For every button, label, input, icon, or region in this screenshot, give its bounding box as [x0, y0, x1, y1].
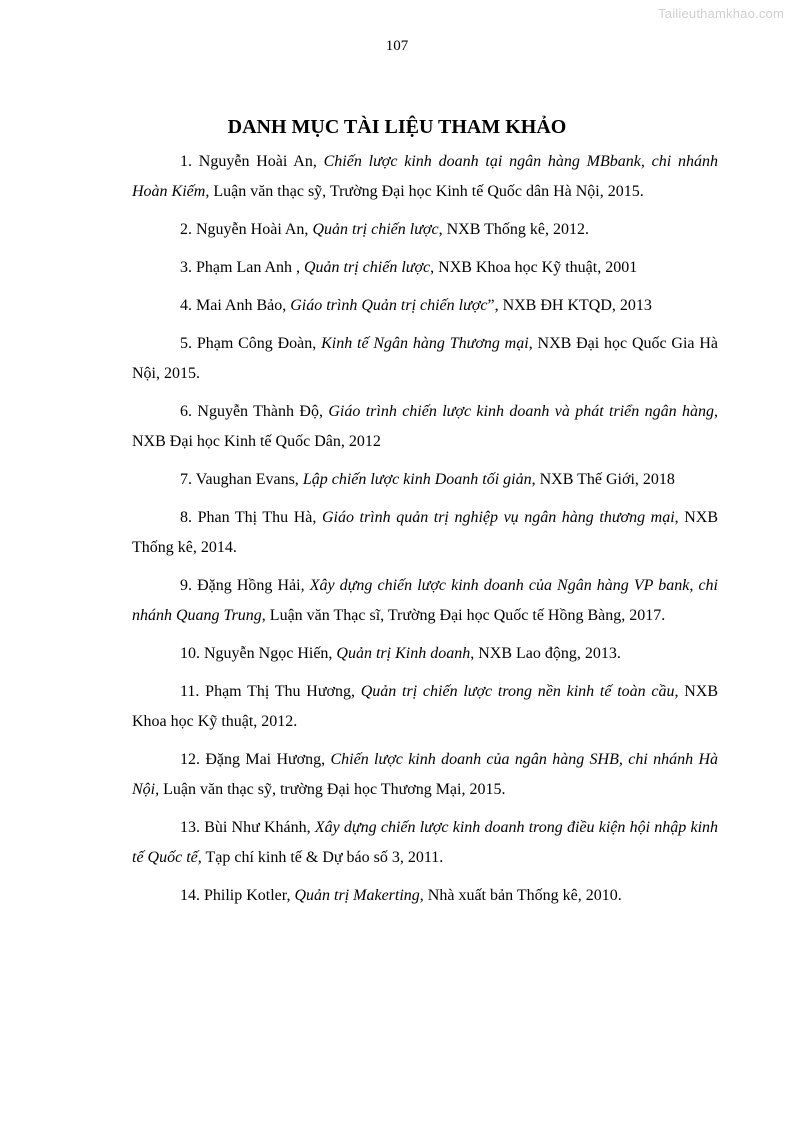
- reference-details: , NXB Thống kê, 2012.: [438, 221, 589, 238]
- reference-item: [132, 881, 718, 911]
- reference-author: Bùi Như Khánh,: [204, 819, 315, 836]
- reference-title: Giáo trình quản trị nghiệp vụ ngân hàng thương mại: [321, 509, 675, 526]
- reference-title: Kinh tế Ngân hàng Thương mại: [321, 335, 529, 352]
- reference-author: Phan Thị Thu Hà,: [197, 509, 322, 526]
- reference-item: [132, 639, 718, 669]
- page-number: 107: [385, 38, 409, 54]
- reference-author: Nguyễn Thành Độ,: [197, 403, 329, 420]
- reference-title: Chiến lược kinh doanh của ngân hàng SHB, chi nhánh Hà Nội,: [132, 751, 718, 798]
- reference-author: Nguyễn Hoài An,: [198, 153, 324, 170]
- reference-number: 11.: [180, 683, 200, 700]
- reference-author: Phạm Công Đoàn,: [196, 335, 322, 352]
- reference-number: 7.: [180, 471, 192, 488]
- reference-details: Luận văn thạc sỹ, trường Đại học Thương Mại, 2015.: [159, 781, 506, 798]
- reference-author: Philip Kotler,: [204, 887, 295, 904]
- reference-number: 1.: [180, 153, 192, 170]
- reference-title: Quản trị chiến lược: [312, 221, 439, 238]
- reference-item: [132, 813, 718, 873]
- reference-number: 3.: [180, 259, 192, 276]
- reference-number: 4.: [180, 297, 192, 314]
- watermark: Tailieuthamkhao.com: [658, 6, 784, 21]
- reference-author: Vaughan Evans,: [195, 471, 303, 488]
- reference-number: 2.: [180, 221, 192, 238]
- reference-title: Chiến lược kinh doanh tại ngân hàng MBbank, chi nhánh Hoàn Kiếm,: [132, 153, 719, 200]
- reference-item: [132, 677, 718, 737]
- reference-details: , Luận văn Thạc sĩ, Trường Đại học Quốc tế Hồng Bàng, 2017.: [261, 607, 666, 624]
- reference-details: , NXB Thống kê, 2014.: [132, 509, 719, 556]
- reference-number: 8.: [180, 509, 192, 526]
- reference-author: Đặng Mai Hương,: [205, 751, 331, 768]
- reference-author: Phạm Lan Anh ,: [196, 259, 304, 276]
- reference-details: Tạp chí kinh tế & Dự báo số 3, 2011.: [201, 849, 444, 866]
- reference-details: ”, NXB ĐH KTQD, 2013: [487, 297, 652, 314]
- reference-item: [132, 329, 718, 389]
- reference-author: Đặng Hồng Hải,: [197, 577, 310, 594]
- page-title: DANH MỤC TÀI LIỆU THAM KHẢO: [227, 116, 567, 138]
- reference-title: Quản trị chiến lược trong nền kinh tế toàn cầu: [360, 683, 675, 700]
- reference-author: Mai Anh Bảo,: [196, 297, 291, 314]
- reference-details: , Nhà xuất bản Thống kê, 2010.: [419, 887, 622, 904]
- reference-number: 10.: [180, 645, 200, 662]
- reference-author: Nguyễn Hoài An,: [196, 221, 313, 238]
- reference-details: , NXB Đại học Kinh tế Quốc Dân, 2012: [132, 403, 719, 450]
- reference-title: Giáo trình chiến lược kinh doanh và phát triển ngân hàng: [328, 403, 715, 420]
- reference-title: Lập chiến lược kinh Doanh tối giản: [302, 471, 532, 488]
- reference-item: [132, 291, 718, 321]
- reference-item: [132, 397, 718, 457]
- reference-list: [132, 147, 718, 919]
- reference-details: , NXB Khoa học Kỹ thuật, 2012.: [132, 683, 719, 730]
- reference-details: , NXB Khoa học Kỹ thuật, 2001: [430, 259, 638, 276]
- reference-author: Phạm Thị Thu Hương,: [205, 683, 361, 700]
- reference-number: 12.: [180, 751, 200, 768]
- reference-number: 14.: [180, 887, 200, 904]
- reference-author: Nguyễn Ngọc Hiến,: [204, 645, 337, 662]
- reference-title: Giáo trình Quản trị chiến lược: [290, 297, 488, 314]
- reference-details: , NXB Lao động, 2013.: [470, 645, 621, 662]
- reference-number: 5.: [180, 335, 192, 352]
- reference-item: [132, 503, 718, 563]
- reference-number: 13.: [180, 819, 200, 836]
- reference-details: , NXB Đại học Quốc Gia Hà Nội, 2015.: [132, 335, 719, 382]
- reference-item: [132, 147, 718, 207]
- reference-number: 9.: [180, 577, 192, 594]
- reference-item: [132, 465, 718, 495]
- reference-details: Luận văn thạc sỹ, Trường Đại học Kinh tế Quốc dân Hà Nội, 2015.: [209, 183, 644, 200]
- reference-item: [132, 215, 718, 245]
- reference-number: 6.: [180, 403, 192, 420]
- reference-item: [132, 253, 718, 283]
- reference-title: Quản trị chiến lược: [304, 259, 431, 276]
- reference-item: [132, 745, 718, 805]
- reference-title: Quản trị Kinh doanh: [336, 645, 471, 662]
- reference-item: [132, 571, 718, 631]
- reference-title: Quản trị Makerting: [294, 887, 420, 904]
- reference-details: , NXB Thế Giới, 2018: [531, 471, 675, 488]
- reference-title: Xây dựng chiến lược kinh doanh trong điều kiện hội nhập kinh tế Quốc tế,: [132, 819, 719, 866]
- reference-title: Xây dựng chiến lược kinh doanh của Ngân hàng VP bank, chi nhánh Quang Trung: [132, 577, 718, 624]
